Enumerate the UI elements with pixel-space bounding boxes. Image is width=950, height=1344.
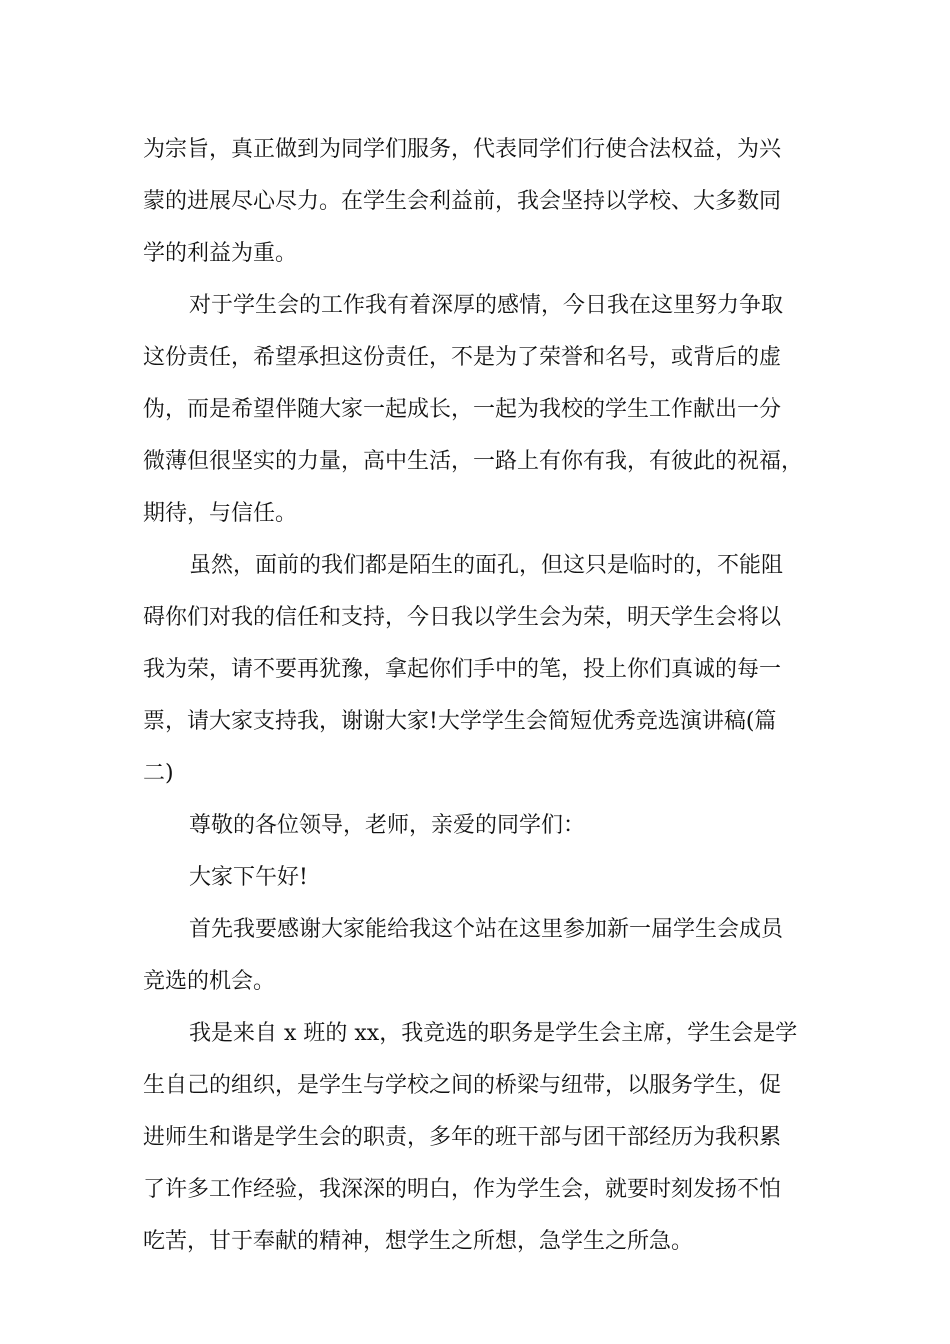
text-line: 进师生和谐是学生会的职责，多年的班干部与团干部经历为我积累 <box>143 1125 782 1150</box>
text-line: 伪，而是希望伴随大家一起成长，一起为我校的学生工作献出一分 <box>143 397 782 422</box>
text-line: 这份责任，希望承担这份责任，不是为了荣誉和名号，或背后的虚 <box>143 345 782 370</box>
paragraph-start-line: 首先我要感谢大家能给我这个站在这里参加新一届学生会成员 <box>189 917 784 942</box>
text-line: 了许多工作经验，我深深的明白，作为学生会，就要时刻发扬不怕 <box>143 1177 782 1202</box>
text-line: 生自己的组织，是学生与学校之间的桥梁与纽带，以服务学生，促 <box>143 1073 782 1098</box>
greeting-line: 大家下午好! <box>189 865 308 890</box>
text-line: 微薄但很坚实的力量，高中生活，一路上有你有我，有彼此的祝福， <box>143 449 804 474</box>
text-line: 票，请大家支持我，谢谢大家!大学学生会简短优秀竞选演讲稿(篇 <box>143 709 777 734</box>
salutation-line: 尊敬的各位领导，老师，亲爱的同学们： <box>189 813 586 838</box>
text-line: 碍你们对我的信任和支持，今日我以学生会为荣，明天学生会将以 <box>143 605 782 630</box>
paragraph-start-line: 我是来自 x 班的 xx，我竞选的职务是学生会主席，学生会是学 <box>189 1021 798 1046</box>
paragraph-start-line: 虽然，面前的我们都是陌生的面孔，但这只是临时的，不能阻 <box>189 553 784 578</box>
text-line: 学的利益为重。 <box>143 241 298 266</box>
text-line: 吃苦，甘于奉献的精神，想学生之所想，急学生之所急。 <box>143 1229 694 1254</box>
text-line: 期待，与信任。 <box>143 501 298 526</box>
document-body <box>143 124 823 1268</box>
text-line: 蒙的进展尽心尽力。在学生会利益前，我会坚持以学校、大多数同 <box>143 189 782 214</box>
text-line: 我为荣，请不要再犹豫，拿起你们手中的笔，投上你们真诚的每一 <box>143 657 782 682</box>
paragraph-start-line: 对于学生会的工作我有着深厚的感情，今日我在这里努力争取 <box>189 293 784 318</box>
text-line: 竞选的机会。 <box>143 969 276 994</box>
text-line: 二) <box>143 761 174 786</box>
text-line: 为宗旨，真正做到为同学们服务，代表同学们行使合法权益，为兴 <box>143 137 782 162</box>
